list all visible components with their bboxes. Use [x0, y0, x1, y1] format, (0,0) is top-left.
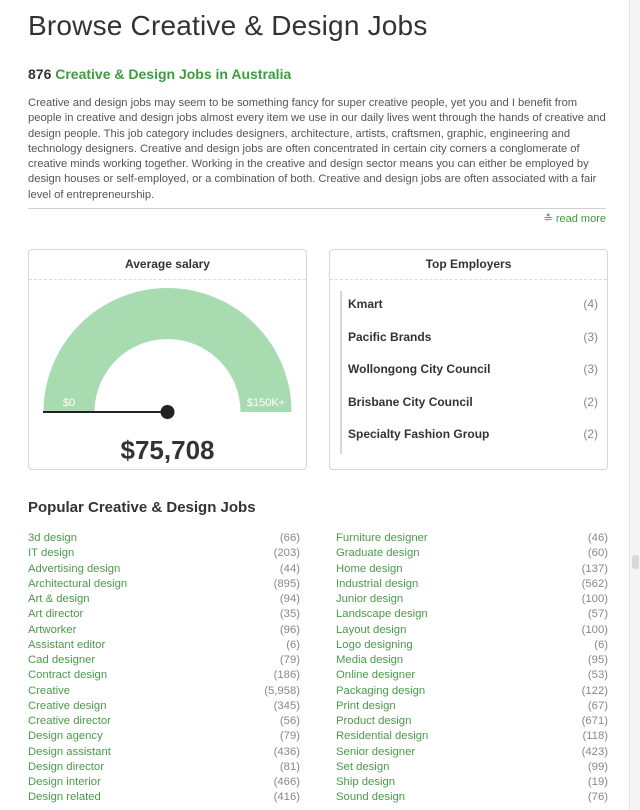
- job-link-row[interactable]: [28, 639, 300, 654]
- popular-jobs-list-right: [336, 532, 608, 807]
- job-link-row[interactable]: [336, 776, 608, 791]
- job-link[interactable]: IT design: [28, 547, 75, 560]
- job-link[interactable]: Furniture designer: [336, 532, 428, 544]
- job-count: (6): [286, 638, 300, 651]
- job-link[interactable]: Print design: [336, 699, 396, 712]
- job-link-row[interactable]: [336, 624, 608, 639]
- popular-jobs-heading: Popular Creative & Design Jobs: [28, 499, 256, 516]
- employer-count: (2): [583, 427, 598, 441]
- employer-count: (2): [583, 394, 598, 409]
- job-count: (345): [273, 699, 300, 712]
- job-link[interactable]: Industrial design: [336, 577, 419, 590]
- job-link-row[interactable]: [28, 700, 300, 715]
- job-count: (203): [273, 547, 300, 560]
- job-link-row[interactable]: [336, 730, 608, 745]
- employer-count: (4): [583, 297, 598, 311]
- job-count: (94): [279, 593, 300, 605]
- job-count: (562): [581, 577, 608, 590]
- job-link[interactable]: Graduate design: [336, 547, 420, 560]
- job-link-row[interactable]: [28, 532, 300, 547]
- gauge-needle-hub: [161, 405, 175, 419]
- employer-name: Wollongong City Council: [348, 362, 491, 376]
- job-count: (100): [581, 593, 608, 605]
- job-category-heading: Creative & Design Jobs in Australia: [55, 66, 292, 82]
- job-count: (137): [581, 562, 608, 575]
- job-link[interactable]: 3d design: [28, 532, 77, 544]
- job-count: (416): [273, 791, 300, 804]
- read-more-label: read more: [555, 213, 606, 225]
- job-count: (5,958): [264, 684, 300, 697]
- gauge-max-label: $150K+: [246, 397, 286, 409]
- job-count: (44): [279, 562, 300, 575]
- employer-name: Specialty Fashion Group: [348, 427, 490, 441]
- job-link-row[interactable]: [28, 654, 300, 669]
- average-salary-title: Average salary: [29, 250, 306, 280]
- job-link-row[interactable]: [28, 685, 300, 700]
- job-link[interactable]: Advertising design: [28, 562, 121, 575]
- read-more-link[interactable]: [544, 212, 606, 225]
- top-employers-list: [340, 291, 604, 454]
- job-count: (466): [273, 776, 300, 788]
- job-link[interactable]: Architectural design: [28, 577, 128, 590]
- job-link[interactable]: Product design: [336, 715, 412, 727]
- scrollbar-thumb[interactable]: [632, 555, 639, 569]
- job-link[interactable]: Online designer: [336, 669, 416, 682]
- salary-gauge: [29, 280, 306, 430]
- job-link-row[interactable]: [336, 593, 608, 608]
- job-count: (96): [279, 623, 300, 636]
- job-link[interactable]: Creative director: [28, 715, 111, 727]
- job-link-row[interactable]: [28, 776, 300, 791]
- job-count: (76): [587, 791, 608, 804]
- job-count: (60): [587, 547, 608, 560]
- job-link-row[interactable]: [28, 761, 300, 776]
- job-link-row[interactable]: [336, 791, 608, 806]
- job-link-row[interactable]: [336, 639, 608, 654]
- job-count: (895): [273, 577, 300, 590]
- job-count: (6): [594, 638, 608, 651]
- job-count: (46): [587, 532, 608, 544]
- job-count: (423): [581, 745, 608, 758]
- job-link[interactable]: Home design: [336, 562, 403, 575]
- job-count: (671): [581, 715, 608, 727]
- job-link[interactable]: Residential design: [336, 730, 429, 743]
- employer-name: Brisbane City Council: [348, 394, 473, 409]
- job-link[interactable]: Art director: [28, 608, 84, 621]
- employer-row[interactable]: [342, 324, 604, 357]
- job-link[interactable]: Cad designer: [28, 654, 96, 666]
- top-employers-card: [329, 249, 608, 470]
- employer-count: (3): [583, 329, 598, 344]
- job-link[interactable]: Set design: [336, 760, 390, 773]
- job-count: (99): [587, 760, 608, 773]
- job-link-row[interactable]: [28, 791, 300, 806]
- job-count: (79): [279, 654, 300, 666]
- job-link-row[interactable]: [28, 563, 300, 578]
- divider: [28, 208, 606, 209]
- job-link-row[interactable]: [336, 654, 608, 669]
- job-link[interactable]: Design director: [28, 760, 104, 773]
- employer-count: (3): [583, 362, 598, 376]
- job-link[interactable]: Design related: [28, 791, 101, 804]
- job-link-row[interactable]: [336, 685, 608, 700]
- job-link-row[interactable]: [28, 669, 300, 684]
- job-link-row[interactable]: [28, 730, 300, 745]
- job-link-row[interactable]: [336, 746, 608, 761]
- average-salary-value: $75,708: [120, 435, 215, 465]
- job-link[interactable]: Landscape design: [336, 608, 428, 621]
- job-link-row[interactable]: [28, 715, 300, 730]
- job-link[interactable]: Sound design: [336, 791, 406, 804]
- job-link-row[interactable]: [336, 547, 608, 562]
- job-count: (122): [581, 684, 608, 697]
- employer-row[interactable]: [342, 291, 604, 324]
- job-count: (100): [581, 623, 608, 636]
- job-link[interactable]: Art & design: [28, 593, 90, 605]
- job-link[interactable]: Media design: [336, 654, 404, 666]
- job-link-row[interactable]: [28, 746, 300, 761]
- job-link[interactable]: Contract design: [28, 669, 108, 682]
- employer-name: Kmart: [348, 297, 383, 311]
- employer-row[interactable]: [342, 421, 604, 454]
- job-link[interactable]: Layout design: [336, 623, 407, 636]
- job-link[interactable]: Design agency: [28, 730, 103, 743]
- job-link-row[interactable]: [336, 761, 608, 776]
- job-count: (67): [587, 699, 608, 712]
- gauge-min-label: $0: [62, 397, 76, 409]
- job-count: (56): [279, 715, 300, 727]
- job-count: (57): [587, 608, 608, 621]
- job-link[interactable]: Artworker: [28, 623, 77, 636]
- average-salary-card: [28, 249, 307, 470]
- job-count: (186): [273, 669, 300, 682]
- job-link[interactable]: Packaging design: [336, 684, 426, 697]
- job-link-row[interactable]: [336, 563, 608, 578]
- job-link[interactable]: Creative: [28, 684, 71, 697]
- job-link-row[interactable]: [336, 608, 608, 623]
- job-link-row[interactable]: [28, 547, 300, 562]
- job-link[interactable]: Senior designer: [336, 745, 416, 758]
- job-link-row[interactable]: [336, 715, 608, 730]
- job-count: (81): [279, 760, 300, 773]
- job-link[interactable]: Assistant editor: [28, 638, 106, 651]
- job-count: (436): [273, 745, 300, 758]
- job-count: (66): [279, 532, 300, 544]
- job-link-row[interactable]: [336, 700, 608, 715]
- job-link-row[interactable]: [336, 578, 608, 593]
- job-link[interactable]: Creative design: [28, 699, 107, 712]
- job-link-row[interactable]: [28, 624, 300, 639]
- job-link-row[interactable]: [336, 669, 608, 684]
- page-title: Browse Creative & Design Jobs: [28, 10, 428, 41]
- job-link-row[interactable]: [336, 532, 608, 547]
- job-count: (53): [587, 669, 608, 682]
- job-count-heading: [28, 66, 291, 82]
- job-link[interactable]: Ship design: [336, 776, 396, 788]
- double-chevron-down-icon: ≛: [543, 213, 553, 225]
- employer-row[interactable]: [342, 356, 604, 389]
- job-link-row[interactable]: [28, 593, 300, 608]
- job-link-row[interactable]: [28, 608, 300, 623]
- job-link[interactable]: Junior design: [336, 593, 404, 605]
- category-description: Creative and design jobs may seem to be something fancy for super creative people, yet you and I benefit from people in creative and design jobs almost every item we use in our daily lives went through the hands of creative and design people. This job category includes designers, architecture, artists, craftsmen, graphic, engineering and technology designers. Creative and design jobs are often concentrated in certain city corners a conglomerate of creative minds working together. Working in the creative and design sector means you can either be employed by design houses or self-employed, or a combination of both. Creative and design jobs are often associated with a fair level of entrepreneurship.: [28, 97, 606, 201]
- top-employers-title: Top Employers: [330, 250, 607, 280]
- job-count: 876: [28, 66, 52, 82]
- job-count: (35): [279, 608, 300, 621]
- employer-row[interactable]: [342, 389, 604, 422]
- job-count: (19): [587, 776, 608, 788]
- job-count: (79): [279, 730, 300, 743]
- gauge-arc: [44, 288, 292, 412]
- job-link[interactable]: Design interior: [28, 776, 101, 788]
- job-link[interactable]: Logo designing: [336, 638, 413, 651]
- job-link-row[interactable]: [28, 578, 300, 593]
- popular-jobs-list-left: [28, 532, 300, 807]
- employer-name: Pacific Brands: [348, 329, 432, 344]
- job-link[interactable]: Design assistant: [28, 745, 111, 758]
- job-count: (118): [582, 730, 608, 743]
- scrollbar[interactable]: [629, 0, 640, 810]
- job-count: (95): [587, 654, 608, 666]
